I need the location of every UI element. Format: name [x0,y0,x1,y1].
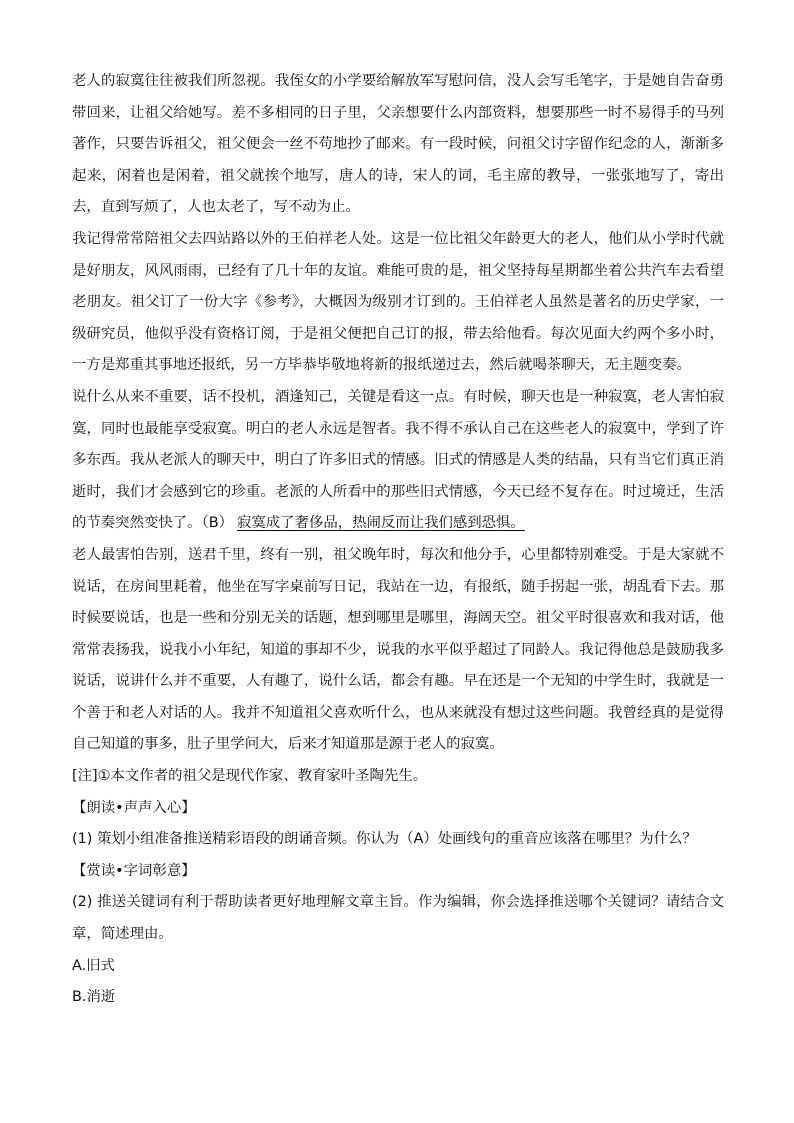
question-2: (2) 推送关键词有利于帮助读者更好地理解文章主旨。作为编辑，你会选择推送哪个关键词？请结合文章，简述理由。 [72,894,724,943]
marker-b: （B） [201,515,233,532]
paragraph-3-text: 说什么从来不重要，话不投机，酒逢知己，关键是看这一点。有时候，聊天也是一种寂寞，老人害怕寂寞，同时也最能享受寂寞。明白的老人永远是智者。我不得不承认自己在这些老人的寂寞中，学到了许多东西。我从老派人的聊天中，明白了许多旧式的情感。旧式的情感是人类的结晶，只有当它们真正消逝时，我们才会感到它的珍重。老派的人所看中的那些旧式情感，今天已经不复存在。时过境迁，生活的节奏突然变快了。 [72,388,724,532]
paragraph-3 [72,382,724,540]
paragraph-4: 老人最害怕告别，送君千里，终有一别，祖父晚年时，每次和他分手，心里都特别难受。于是大家就不说话，在房间里耗着，他坐在写字桌前写日记，我站在一边，有报纸，随手拐起一张，胡乱看下去。那时候要说话，也是一些和分别无关的话题，想到哪里是哪里，海阔天空。祖父平时很喜欢和我对话，他常常表扬我，说我小小年纪，知道的事却不少，说我的水平似乎超过了同龄人。我记得他总是鼓励我多说话，说讲什么并不重要，人有趣了，说什么话，都会有趣。早在还是一个无知的中学生时，我就是一个善于和老人对话的人。我并不知道祖父喜欢听什么，也从来就没有想过这些问题。我曾经真的是觉得自己知道的事多，肚子里学问大，后来才知道那是源于老人的寂寞。 [72,546,724,753]
option-b: B.消逝 [72,989,116,1006]
underlined-sentence-b: 寂寞成了奢侈品，热闹反而让我们感到恐惧。 [237,515,525,532]
paragraph-2: 我记得常常陪祖父去四站路以外的王伯祥老人处。这是一位比祖父年龄更大的老人，他们从小学时代就是好朋友，风风雨雨，已经有了几十年的友谊。难能可贵的是，祖父坚持每星期都坐着公共汽车去看望老朋友。祖父订了一份大字《参考》，大概因为级别才订到的。王伯祥老人虽然是著名的历史学家，一级研究员，他似乎没有资格订阅，于是祖父便把自己订的报，带去给他看。每次见面大约两个多小时，一方是郑重其事地还报纸，另一方毕恭毕敬地将新的报纸递过去，然后就喝茶聊天，无主题变奏。 [72,230,724,374]
question-1: (1) 策划小组准备推送精彩语段的朗诵音频。你认为（A）处画线句的重音应该落在哪里？为什么？ [72,831,697,848]
section-title-appreciation: 【赏读•字词彰意】 [72,862,196,879]
section-title-reading: 【朗读•声声入心】 [72,799,196,816]
paragraph-1: 老人的寂寞往往被我们所忽视。我侄女的小学要给解放军写慰问信，没人会写毛笔字，于是她自告奋勇带回来，让祖父给她写。差不多相同的日子里，父亲想要什么内部资料，想要那些一时不易得手的马列著作，只要告诉祖父，祖父便会一丝不苟地抄了邮来。有一段时候，问祖父讨字留作纪念的人，渐渐多起来，闲着也是闲着，祖父就挨个地写，唐人的诗，宋人的词，毛主席的教导，一张张地写了，寄出去，直到写烦了，人也太老了，写不动为止。 [72,73,724,216]
option-a: A.旧式 [72,957,115,974]
footnote: [注]①本文作者的祖父是现代作家、教育家叶圣陶先生。 [72,768,428,785]
document-body [72,66,724,1014]
